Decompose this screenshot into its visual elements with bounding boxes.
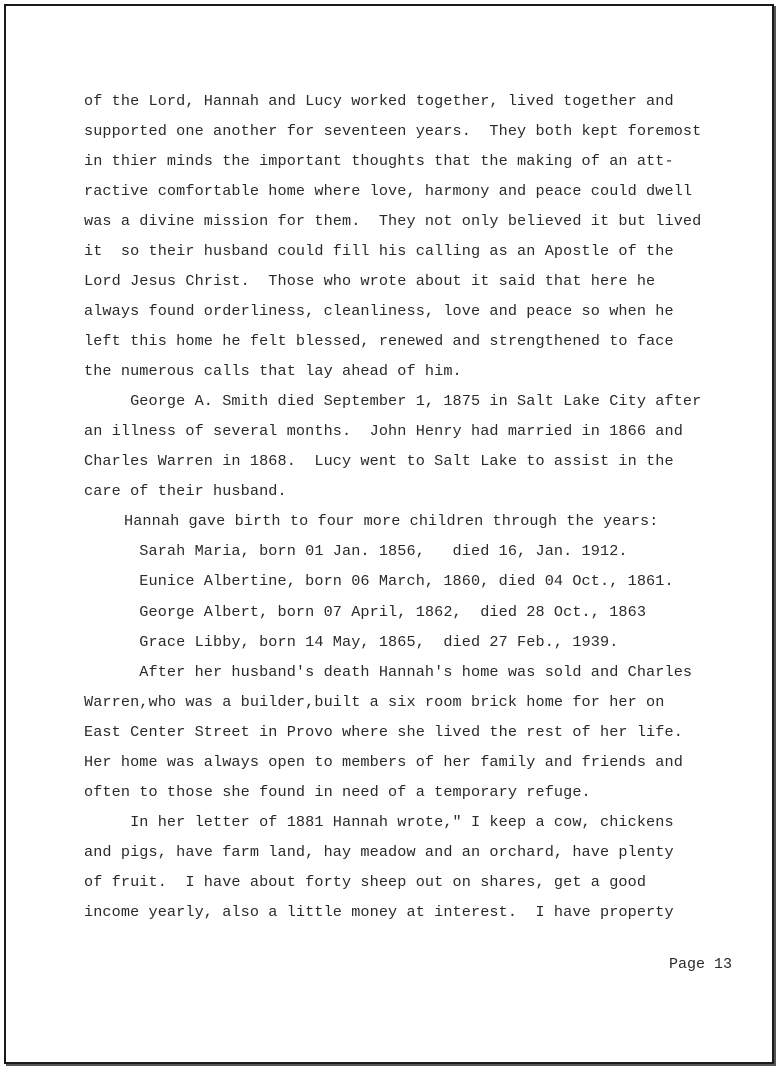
text-line-25: In her letter of 1881 Hannah wrote," I keep a cow, chickens <box>84 813 674 831</box>
page-number: Page 13 <box>668 956 732 973</box>
text-line-23: Her home was always open to members of her family and friends and <box>84 753 683 771</box>
child-entry-4: Grace Libby, born 14 May, 1865, died 27 Feb., 1939. <box>84 633 619 651</box>
text-line-12: an illness of several months. John Henry had married in 1866 and <box>84 422 683 440</box>
text-line-10: the numerous calls that lay ahead of him. <box>84 362 462 380</box>
child-entry-1: Sarah Maria, born 01 Jan. 1856, died 16, Jan. 1912. <box>84 542 628 560</box>
text-line-11: George A. Smith died September 1, 1875 in Salt Lake City after <box>84 392 702 410</box>
text-line-20: After her husband's death Hannah's home was sold and Charles <box>84 663 693 681</box>
text-line-26: and pigs, have farm land, hay meadow and an orchard, have plenty <box>84 843 674 861</box>
text-line-24: often to those she found in need of a temporary refuge. <box>84 783 591 801</box>
text-line-9: left this home he felt blessed, renewed and strengthened to face <box>84 332 674 350</box>
text-line-5: was a divine mission for them. They not only believed it but lived <box>84 212 702 230</box>
text-line-13: Charles Warren in 1868. Lucy went to Salt Lake to assist in the <box>84 452 674 470</box>
child-entry-2: Eunice Albertine, born 06 March, 1860, died 04 Oct., 1861. <box>84 572 674 590</box>
text-line-28: income yearly, also a little money at interest. I have property <box>84 903 674 921</box>
text-line-27: of fruit. I have about forty sheep out on shares, get a good <box>84 873 647 891</box>
document-page <box>4 4 774 1064</box>
text-line-22: East Center Street in Provo where she lived the rest of her life. <box>84 723 683 741</box>
text-line-3: in thier minds the important thoughts that the making of an att- <box>84 152 674 170</box>
text-line-1: of the Lord, Hannah and Lucy worked together, lived together and <box>84 92 674 110</box>
text-line-7: Lord Jesus Christ. Those who wrote about it said that here he <box>84 272 656 290</box>
text-line-4: ractive comfortable home where love, harmony and peace could dwell <box>84 182 693 200</box>
text-line-15: Hannah gave birth to four more children through the years: <box>124 512 659 530</box>
text-line-2: supported one another for seventeen years. They both kept foremost <box>84 122 702 140</box>
text-line-14: care of their husband. <box>84 482 287 500</box>
text-line-6: it so their husband could fill his calling as an Apostle of the <box>84 242 674 260</box>
text-line-8: always found orderliness, cleanliness, love and peace so when he <box>84 302 674 320</box>
child-entry-3: George Albert, born 07 April, 1862, died 28 Oct., 1863 <box>84 603 647 621</box>
text-line-21: Warren,who was a builder,built a six room brick home for her on <box>84 693 665 711</box>
